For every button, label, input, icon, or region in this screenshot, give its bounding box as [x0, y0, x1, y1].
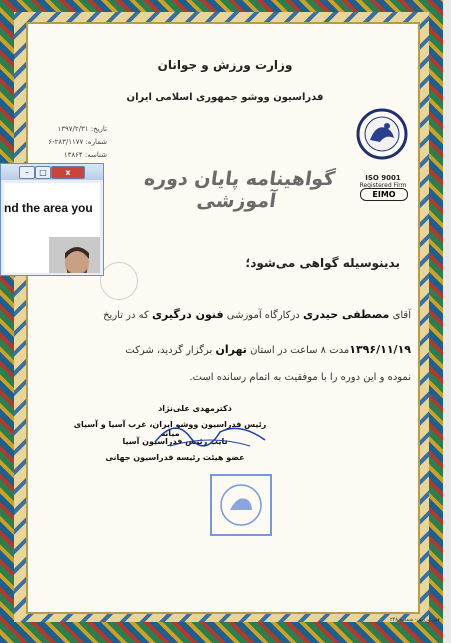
date-line: تاریخ: ۱۳۹۷/۲/۳۱ — [57, 125, 107, 133]
iso-badge — [358, 174, 408, 189]
window-titlebar[interactable] — [1, 164, 103, 180]
minimize-button[interactable]: – — [19, 166, 35, 179]
signer-role-1: رئیس فدراسیون ووشو ایران، غرب آسیا و آسیای میانه — [73, 420, 267, 438]
body-line-2 — [31, 343, 411, 356]
window-body — [4, 183, 100, 273]
federation-heading: فدراسیون ووشو جمهوری اسلامی ایران — [126, 92, 324, 103]
duration-text: مدت ۸ ساعت در استان — [250, 345, 350, 356]
held-text: برگزار گردید، شرکت — [125, 345, 213, 356]
portrait-photo-icon — [49, 237, 100, 273]
maximize-button[interactable]: □ — [35, 166, 51, 179]
number-line: شماره: ۲۸۳/۱۱۷۷-۶ — [48, 138, 107, 146]
course-name: فنون درگیری — [151, 308, 224, 321]
close-button[interactable]: x — [51, 166, 85, 179]
iso-label: ISO 9001 — [365, 174, 401, 182]
signer-role-3: عضو هیئت رئیسه فدراسیون جهانی — [105, 453, 245, 462]
signature-icon — [150, 412, 270, 452]
signer-role-2: نایب رئیس فدراسیون آسیا — [122, 437, 228, 446]
floating-window[interactable] — [0, 163, 104, 276]
official-stamp-icon — [208, 472, 274, 538]
title-prefix: آقای — [392, 310, 411, 321]
window-caption: nd the area you — [4, 201, 93, 215]
course-date: ۱۳۹۶/۱۱/۱۹ — [349, 343, 411, 356]
scroll-edge — [443, 0, 451, 643]
watermark-emblem-icon — [100, 262, 138, 300]
certificate-title: گواهینامه پایان دوره آموزشی — [142, 168, 337, 212]
body-line-1 — [31, 308, 411, 321]
certification-intro: بدینوسیله گواهی می‌شود؛ — [245, 256, 400, 270]
workshop-label: درکارگاه آموزشی — [226, 310, 300, 321]
body-line-3: نموده و این دوره را با موفقیت به اتمام رسانده است. — [189, 372, 411, 383]
ministry-heading: وزارت ورزش و جوانان — [157, 58, 293, 72]
iso-sublabel: Registered Firm — [359, 182, 407, 189]
footer-note: فنی ورزش- شماره ۲۴۸ — [390, 617, 440, 623]
course-city: تهران — [215, 343, 247, 356]
federation-logo-icon — [356, 108, 408, 168]
signer-name: دکترمهدی علی‌نژاد — [158, 404, 232, 413]
date-prefix: که در تاریخ — [103, 310, 149, 321]
id-line: شناسه: ۱۳۸۶۴ — [63, 151, 107, 159]
recipient-name: مصطفی حیدری — [302, 308, 390, 321]
eimo-badge: EIMO — [360, 188, 408, 201]
